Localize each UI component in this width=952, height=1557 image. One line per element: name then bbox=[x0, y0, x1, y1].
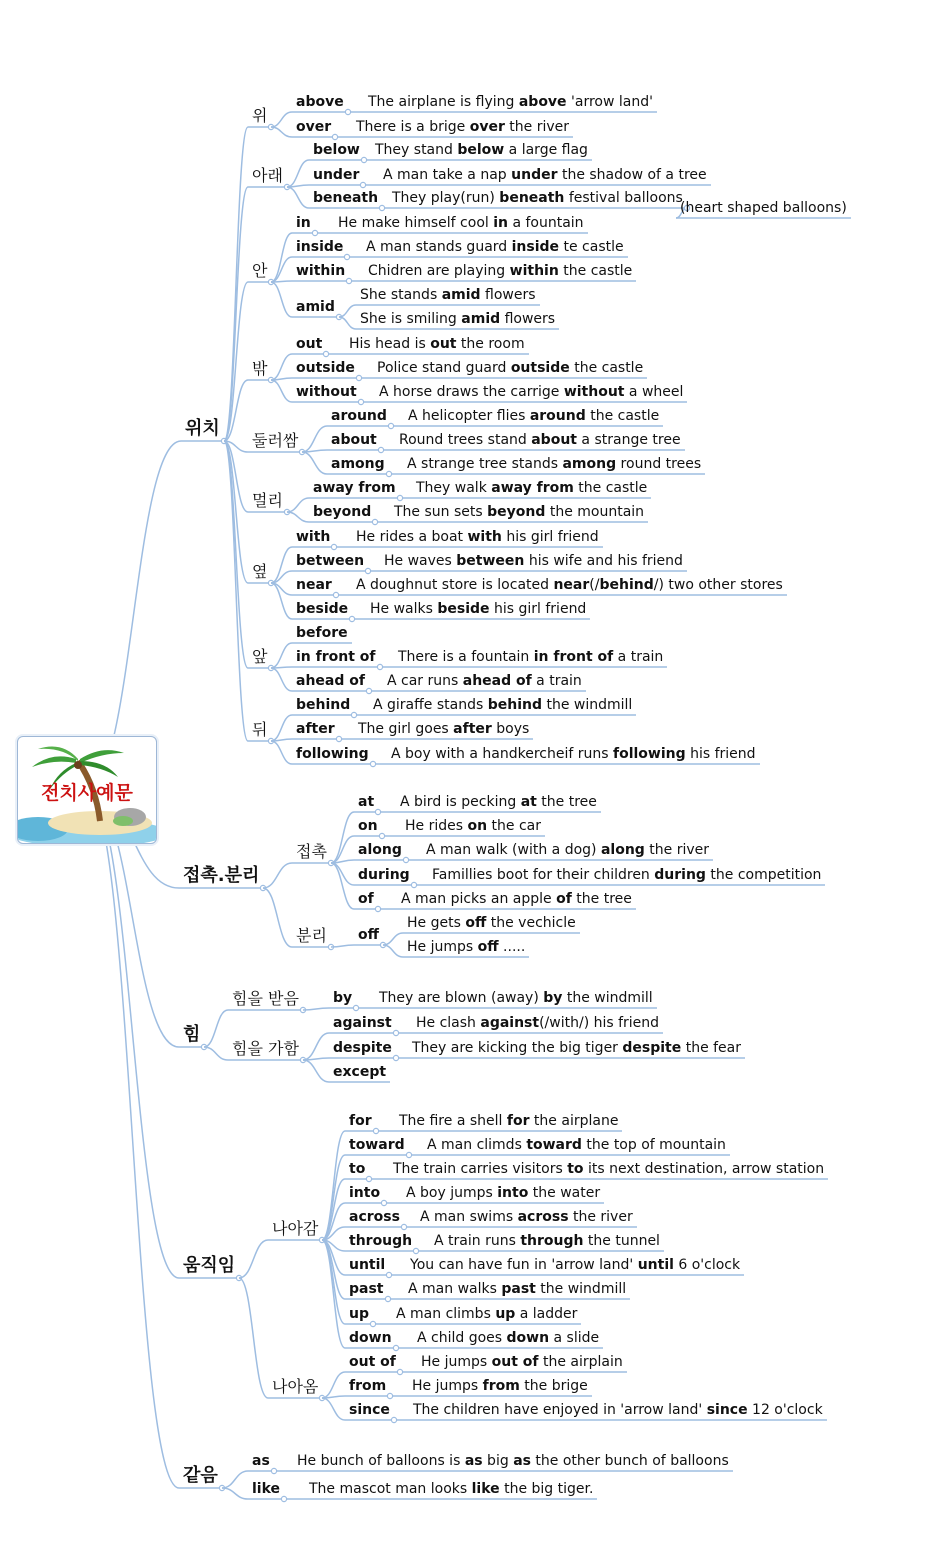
keyword-at[interactable]: at bbox=[358, 794, 375, 810]
keyword-away-from[interactable]: away from bbox=[313, 480, 396, 496]
group-connector bbox=[204, 1047, 228, 1060]
example-during[interactable]: Famillies boot for their children during the competition bbox=[432, 867, 822, 883]
connector-dot bbox=[381, 1200, 386, 1205]
example-like[interactable]: The mascot man looks like the big tiger. bbox=[309, 1481, 594, 1497]
group-connector bbox=[239, 1240, 268, 1278]
keyword-connector bbox=[222, 1488, 248, 1499]
keyword-connector bbox=[271, 380, 292, 402]
keyword-by[interactable]: by bbox=[333, 990, 353, 1006]
keyword-connector bbox=[303, 1060, 329, 1082]
connector-dot bbox=[346, 278, 351, 283]
example-in[interactable]: He make himself cool in a fountain bbox=[338, 215, 584, 231]
keyword-like[interactable]: like bbox=[252, 1481, 281, 1497]
keyword-ahead-of[interactable]: ahead of bbox=[296, 673, 365, 689]
example-in-front-of[interactable]: There is a fountain in front of a train bbox=[398, 649, 664, 665]
group-label[interactable]: 위 bbox=[252, 106, 268, 125]
example-out-of[interactable]: He jumps out of the airplain bbox=[421, 1354, 623, 1370]
example-to[interactable]: The train carries visitors to its next destination, arrow station bbox=[393, 1161, 825, 1177]
example-toward[interactable]: A man climds toward the top of mountain bbox=[427, 1137, 726, 1153]
connector-dot bbox=[353, 1005, 358, 1010]
example-around[interactable]: A helicopter flies around the castle bbox=[408, 408, 660, 424]
example-against[interactable]: He clash against(/with/) his friend bbox=[416, 1015, 660, 1031]
keyword-into[interactable]: into bbox=[349, 1185, 381, 1201]
example-for[interactable]: The fire a shell for the airplane bbox=[399, 1113, 619, 1129]
connector-dot bbox=[393, 1055, 398, 1060]
group-label[interactable]: 옆 bbox=[252, 562, 268, 581]
example-down[interactable]: A child goes down a slide bbox=[417, 1330, 600, 1346]
example-out[interactable]: His head is out the room bbox=[349, 336, 525, 352]
example-near[interactable]: A doughnut store is located near(/behind/) two other stores bbox=[356, 577, 783, 593]
example-behind[interactable]: A giraffe stands behind the windmill bbox=[373, 697, 633, 713]
keyword-among[interactable]: among bbox=[331, 456, 385, 472]
connector-dot bbox=[271, 1468, 276, 1473]
example-beneath[interactable]: They play(run) beneath festival balloons bbox=[392, 190, 683, 206]
group-label[interactable]: 분리 bbox=[296, 926, 327, 945]
example-of[interactable]: A man picks an apple of the tree bbox=[401, 891, 632, 907]
keyword-with[interactable]: with bbox=[296, 529, 331, 545]
example-by[interactable]: They are blown (away) by the windmill bbox=[379, 990, 653, 1006]
keyword-outside[interactable]: outside bbox=[296, 360, 355, 376]
connector-dot bbox=[361, 157, 366, 162]
keyword-before[interactable]: before bbox=[296, 625, 348, 641]
keyword-beside[interactable]: beside bbox=[296, 601, 349, 617]
example-connector bbox=[383, 933, 403, 945]
example-along[interactable]: A man walk (with a dog) along the river bbox=[426, 842, 709, 858]
connector-dot bbox=[344, 254, 349, 259]
keyword-as[interactable]: as bbox=[252, 1453, 270, 1469]
keyword-up[interactable]: up bbox=[349, 1306, 369, 1322]
keyword-near[interactable]: near bbox=[296, 577, 332, 593]
example-without[interactable]: A horse draws the carrige without a wheel bbox=[379, 384, 684, 400]
connector-dot bbox=[411, 882, 416, 887]
branch-4-label[interactable]: 같음 bbox=[183, 1465, 218, 1486]
keyword-connector bbox=[271, 127, 292, 137]
keyword-since[interactable]: since bbox=[349, 1402, 390, 1418]
group-label[interactable]: 나아옴 bbox=[272, 1377, 319, 1396]
keyword-after[interactable]: after bbox=[296, 721, 335, 737]
note-beneath[interactable]: (heart shaped balloons) bbox=[680, 200, 847, 216]
group-label[interactable]: 둘러쌈 bbox=[252, 431, 299, 450]
keyword-behind[interactable]: behind bbox=[296, 697, 351, 713]
keyword-past[interactable]: past bbox=[349, 1281, 384, 1297]
example-until[interactable]: You can have fun in 'arrow land' until 6 o'clock bbox=[410, 1257, 741, 1273]
connector-dot bbox=[406, 1152, 411, 1157]
connector-dot bbox=[393, 1030, 398, 1035]
branch-2-label[interactable]: 힘 bbox=[183, 1024, 201, 1045]
keyword-connector bbox=[271, 715, 292, 741]
connector-dot bbox=[413, 1248, 418, 1253]
connector-dot bbox=[358, 399, 363, 404]
example-since[interactable]: The children have enjoyed in 'arrow land' since 12 o'clock bbox=[413, 1402, 823, 1418]
example-above[interactable]: The airplane is flying above 'arrow land' bbox=[368, 94, 653, 110]
keyword-under[interactable]: under bbox=[313, 167, 360, 183]
branch-3-label[interactable]: 움직임 bbox=[183, 1255, 236, 1276]
keyword-to[interactable]: to bbox=[349, 1161, 366, 1177]
example-with[interactable]: He rides a boat with his girl friend bbox=[356, 529, 599, 545]
connector-dot bbox=[393, 1345, 398, 1350]
connector-dot bbox=[375, 906, 380, 911]
keyword-despite[interactable]: despite bbox=[333, 1040, 392, 1056]
connector-dot bbox=[397, 1369, 402, 1374]
keyword-along[interactable]: along bbox=[358, 842, 402, 858]
keyword-connector bbox=[303, 1008, 329, 1010]
example-at[interactable]: A bird is pecking at the tree bbox=[400, 794, 597, 810]
keyword-connector bbox=[271, 112, 292, 127]
connector-dot bbox=[386, 471, 391, 476]
keyword-off[interactable]: off bbox=[358, 927, 379, 943]
keyword-over[interactable]: over bbox=[296, 119, 332, 135]
example-as[interactable]: He bunch of balloons is as big as the other bunch of balloons bbox=[297, 1453, 729, 1469]
example-from[interactable]: He jumps from the brige bbox=[412, 1378, 588, 1394]
keyword-on[interactable]: on bbox=[358, 818, 378, 834]
example-beyond[interactable]: The sun sets beyond the mountain bbox=[394, 504, 645, 520]
connector-dot bbox=[312, 230, 317, 235]
connector-dot bbox=[366, 688, 371, 693]
example-despite[interactable]: They are kicking the big tiger despite the fear bbox=[412, 1040, 742, 1056]
keyword-toward[interactable]: toward bbox=[349, 1137, 405, 1153]
connector-dot bbox=[281, 1496, 286, 1501]
branch-connector bbox=[86, 789, 179, 1278]
example-off-1[interactable]: He jumps off ..... bbox=[407, 939, 526, 955]
keyword-from[interactable]: from bbox=[349, 1378, 387, 1394]
keyword-connector bbox=[287, 512, 309, 522]
example-following[interactable]: A boy with a handkercheif runs following his friend bbox=[391, 746, 756, 762]
example-ahead-of[interactable]: A car runs ahead of a train bbox=[387, 673, 582, 689]
keyword-of[interactable]: of bbox=[358, 891, 374, 907]
group-connector bbox=[239, 1278, 268, 1398]
connector-dot bbox=[356, 375, 361, 380]
example-under[interactable]: A man take a nap under the shadow of a tree bbox=[383, 167, 707, 183]
keyword-about[interactable]: about bbox=[331, 432, 377, 448]
group-label[interactable]: 힘을 받음 bbox=[232, 989, 299, 1008]
root-node[interactable] bbox=[17, 736, 157, 844]
example-between[interactable]: He waves between his wife and his friend bbox=[384, 553, 683, 569]
connector-dot bbox=[388, 423, 393, 428]
keyword-in-front-of[interactable]: in front of bbox=[296, 649, 376, 665]
connector-dot bbox=[372, 519, 377, 524]
example-up[interactable]: A man climbs up a ladder bbox=[396, 1306, 578, 1322]
connector-dot bbox=[375, 809, 380, 814]
connector-dot bbox=[401, 1224, 406, 1229]
keyword-for[interactable]: for bbox=[349, 1113, 372, 1129]
keyword-in[interactable]: in bbox=[296, 215, 311, 231]
connector-dot bbox=[397, 495, 402, 500]
branch-connector bbox=[86, 789, 179, 1488]
group-label[interactable]: 힘을 가함 bbox=[232, 1039, 299, 1058]
root-title: 전치사예문 bbox=[41, 782, 133, 804]
keyword-connector bbox=[287, 498, 309, 512]
connector-dot bbox=[385, 1296, 390, 1301]
connector-dot bbox=[323, 351, 328, 356]
connector-dot bbox=[370, 1321, 375, 1326]
example-away-from[interactable]: They walk away from the castle bbox=[416, 480, 648, 496]
example-across[interactable]: A man swims across the river bbox=[420, 1209, 633, 1225]
example-outside[interactable]: Police stand guard outside the castle bbox=[377, 360, 644, 376]
example-amid-1[interactable]: She is smiling amid flowers bbox=[360, 311, 556, 327]
connector-dot bbox=[360, 182, 365, 187]
keyword-within[interactable]: within bbox=[296, 263, 346, 279]
keyword-above[interactable]: above bbox=[296, 94, 344, 110]
keyword-around[interactable]: around bbox=[331, 408, 387, 424]
keyword-connector bbox=[271, 668, 292, 691]
keyword-connector bbox=[287, 160, 309, 187]
keyword-against[interactable]: against bbox=[333, 1015, 392, 1031]
group-connector bbox=[263, 888, 292, 947]
keyword-below[interactable]: below bbox=[313, 142, 360, 158]
keyword-inside[interactable]: inside bbox=[296, 239, 344, 255]
keyword-beyond[interactable]: beyond bbox=[313, 504, 372, 520]
keyword-connector bbox=[331, 863, 354, 885]
example-off-0[interactable]: He gets off the vechicle bbox=[407, 915, 576, 931]
connector-dot bbox=[379, 205, 384, 210]
connector-dot bbox=[332, 134, 337, 139]
example-connector bbox=[383, 945, 403, 957]
group-label[interactable]: 나아감 bbox=[272, 1219, 319, 1238]
connector-dot bbox=[366, 1176, 371, 1181]
keyword-connector bbox=[331, 863, 354, 909]
keyword-down[interactable]: down bbox=[349, 1330, 392, 1346]
connector-dot bbox=[386, 1272, 391, 1277]
keyword-connector bbox=[302, 426, 327, 452]
keyword-connector bbox=[303, 1033, 329, 1060]
connector-dot bbox=[391, 1417, 396, 1422]
keyword-connector bbox=[331, 945, 354, 947]
group-connector bbox=[224, 441, 248, 741]
keyword-connector bbox=[287, 187, 309, 208]
connector-dot bbox=[403, 857, 408, 862]
connector-dot bbox=[331, 544, 336, 549]
connector-dot bbox=[345, 109, 350, 114]
example-inside[interactable]: A man stands guard inside te castle bbox=[366, 239, 624, 255]
group-connector bbox=[224, 127, 248, 441]
keyword-connector bbox=[322, 1398, 345, 1420]
group-label[interactable]: 앞 bbox=[252, 647, 268, 666]
connector-dot bbox=[373, 1128, 378, 1133]
connector-dot bbox=[377, 664, 382, 669]
keyword-connector bbox=[322, 1372, 345, 1398]
example-through[interactable]: A train runs through the tunnel bbox=[434, 1233, 660, 1249]
keyword-connector bbox=[302, 452, 327, 474]
connector-dot bbox=[365, 568, 370, 573]
connector-dot bbox=[351, 712, 356, 717]
connector-dot bbox=[370, 761, 375, 766]
group-label[interactable]: 안 bbox=[252, 261, 268, 280]
example-over[interactable]: There is a brige over the river bbox=[356, 119, 570, 135]
group-label[interactable]: 아래 bbox=[252, 166, 283, 185]
keyword-during[interactable]: during bbox=[358, 867, 410, 883]
connector-dot bbox=[387, 1393, 392, 1398]
example-below[interactable]: They stand below a large flag bbox=[375, 142, 588, 158]
connector-dot bbox=[349, 616, 354, 621]
keyword-across[interactable]: across bbox=[349, 1209, 400, 1225]
branch-0-label[interactable]: 위치 bbox=[185, 418, 220, 439]
keyword-beneath[interactable]: beneath bbox=[313, 190, 379, 206]
group-connector bbox=[224, 187, 248, 441]
connector-dot bbox=[333, 592, 338, 597]
example-beside[interactable]: He walks beside his girl friend bbox=[370, 601, 587, 617]
keyword-except[interactable]: except bbox=[333, 1064, 387, 1080]
keyword-connector bbox=[322, 1240, 345, 1324]
keyword-through[interactable]: through bbox=[349, 1233, 413, 1249]
example-within[interactable]: Chidren are playing within the castle bbox=[368, 263, 633, 279]
connector-dot bbox=[379, 833, 384, 838]
keyword-connector bbox=[271, 354, 292, 380]
example-amid-0[interactable]: She stands amid flowers bbox=[360, 287, 536, 303]
keyword-connector bbox=[271, 282, 292, 317]
keyword-between[interactable]: between bbox=[296, 553, 365, 569]
example-into[interactable]: A boy jumps into the water bbox=[406, 1185, 601, 1201]
keyword-out[interactable]: out bbox=[296, 336, 323, 352]
example-about[interactable]: Round trees stand about a strange tree bbox=[399, 432, 681, 448]
keyword-connector bbox=[271, 643, 292, 668]
keyword-out-of[interactable]: out of bbox=[349, 1354, 396, 1370]
connector-dot bbox=[378, 447, 383, 452]
example-past[interactable]: A man walks past the windmill bbox=[408, 1281, 627, 1297]
keyword-connector bbox=[271, 741, 292, 764]
group-connector bbox=[263, 863, 292, 888]
connector-dot bbox=[336, 736, 341, 741]
keyword-following[interactable]: following bbox=[296, 746, 369, 762]
group-label[interactable]: 뒤 bbox=[252, 720, 268, 739]
branch-1-label[interactable]: 접촉.분리 bbox=[183, 865, 260, 886]
keyword-connector bbox=[222, 1471, 248, 1488]
example-after[interactable]: The girl goes after boys bbox=[358, 721, 530, 737]
group-label[interactable]: 밖 bbox=[252, 359, 268, 378]
group-connector bbox=[204, 1010, 228, 1047]
example-among[interactable]: A strange tree stands among round trees bbox=[407, 456, 702, 472]
keyword-amid[interactable]: amid bbox=[296, 299, 335, 315]
group-label[interactable]: 접촉 bbox=[296, 842, 327, 861]
group-label[interactable]: 멀리 bbox=[252, 491, 283, 510]
example-on[interactable]: He rides on the car bbox=[405, 818, 541, 834]
keyword-without[interactable]: without bbox=[296, 384, 357, 400]
keyword-until[interactable]: until bbox=[349, 1257, 386, 1273]
